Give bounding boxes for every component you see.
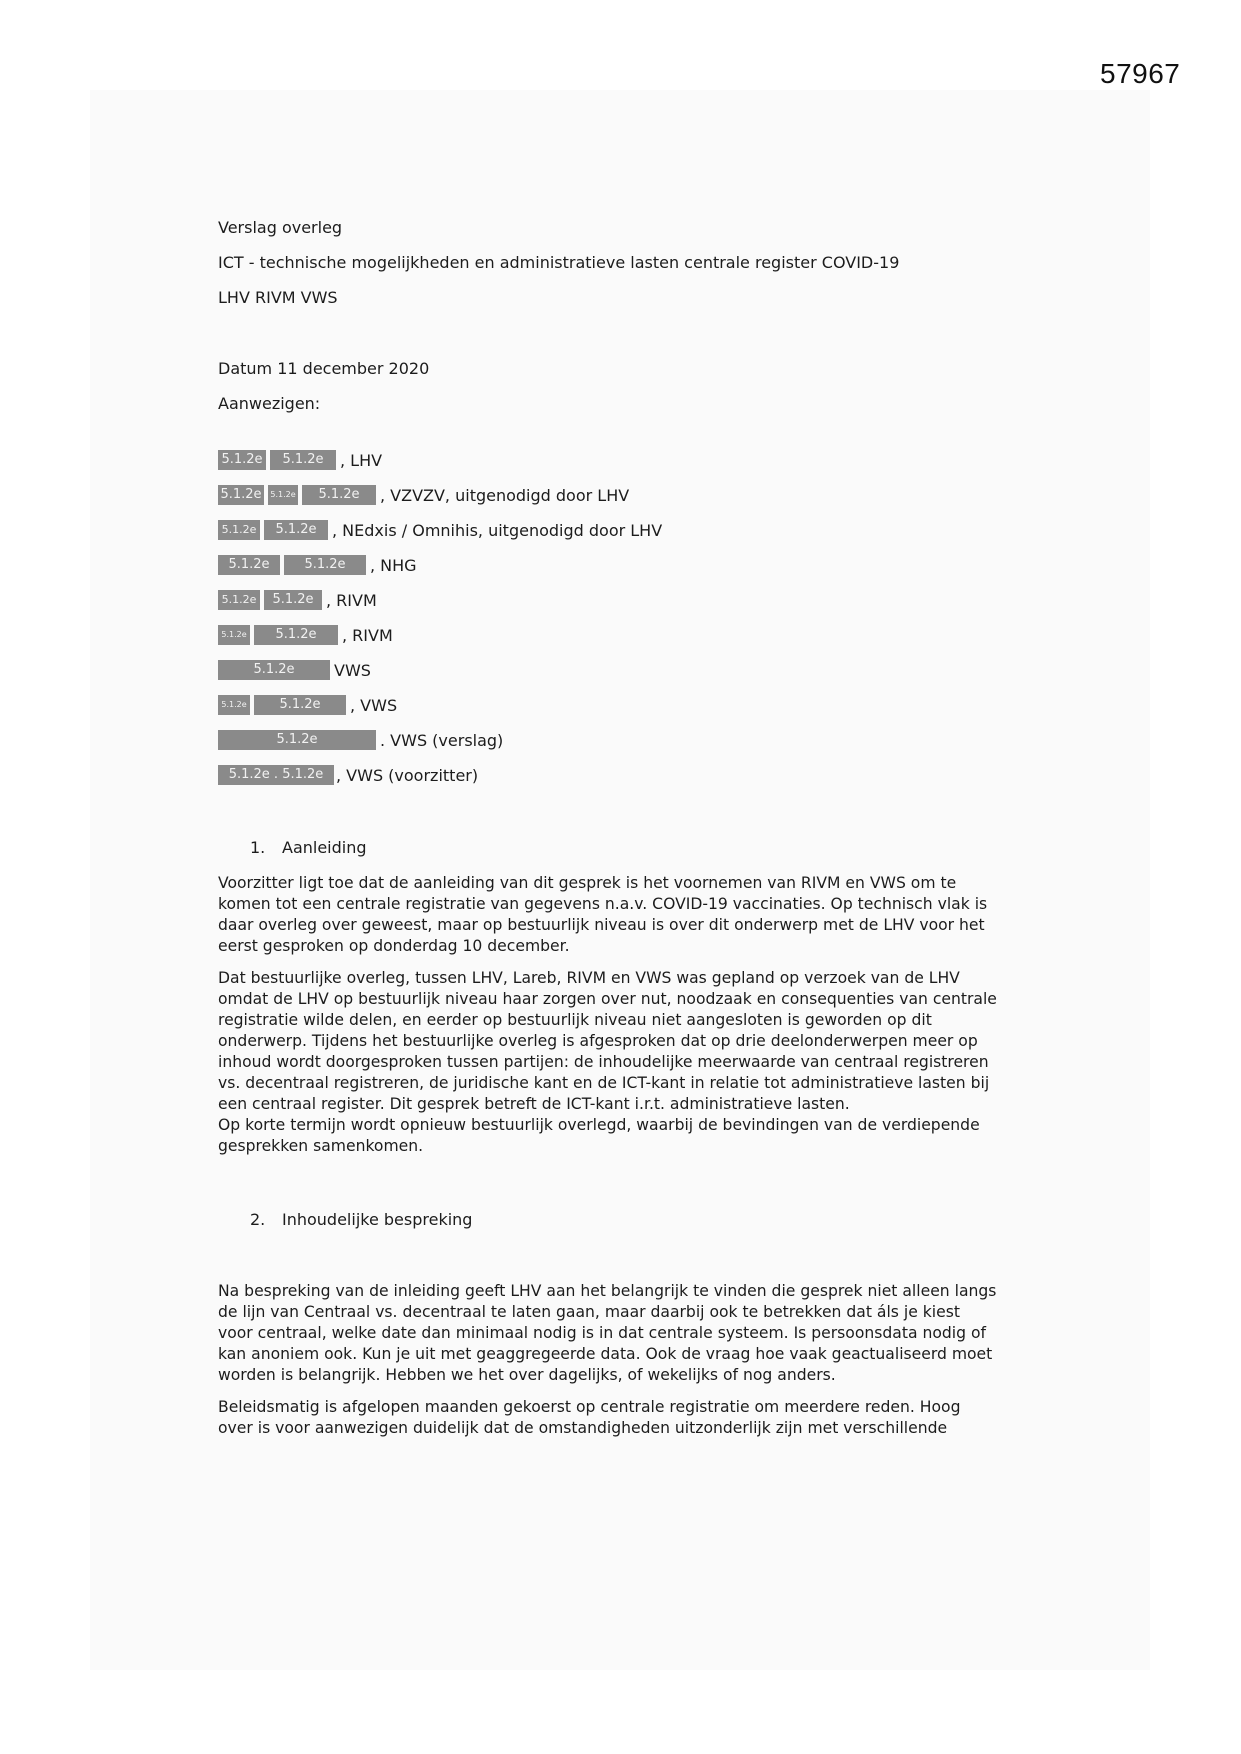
redaction-block: 5.1.2e [218,450,266,470]
text-line: daar overleg over geweest, maar op bestuurlijk niveau is over dit onderwerp met de LHV voor het [218,916,985,934]
attendee-row [218,694,397,716]
text-line: kan anoniem ook. Kun je uit met geaggregeerde data. Ook de vraag hoe vaak geactualiseerd moet [218,1345,993,1363]
section-title: Inhoudelijke bespreking [282,1210,473,1229]
attendee-affiliation: , RIVM [326,590,377,610]
paragraph [218,1281,1038,1386]
attendee-affiliation: , VWS (voorzitter) [336,765,479,785]
text-line: worden is belangrijk. Hebben we het over dagelijks, of wekelijks of nog anders. [218,1366,836,1384]
text-line: gesprekken samenkomen. [218,1137,424,1155]
attendee-row [218,554,417,576]
text-line: komen tot een centrale registratie van gegevens n.a.v. COVID-19 vaccinaties. Op technisch vlak is [218,895,988,913]
attendees-label: Aanwezigen: [218,394,321,413]
redaction-block: 5.1.2e [264,590,322,610]
section-number: 1. [250,838,266,857]
attendee-affiliation: , NHG [370,555,417,575]
redaction-block: 5.1.2e [218,625,250,645]
text-line: vs. decentraal registreren, de juridische kant en de ICT-kant in relatie tot administratieve lasten bij [218,1074,990,1092]
redaction-block-pair [218,765,334,785]
redaction-block: 5.1.2e [302,485,376,505]
doc-subject: ICT - technische mogelijkheden en administratieve lasten centrale register COVID-19 [218,253,900,272]
redaction-code: 5.1.2e [228,767,270,782]
attendee-affiliation: , VWS [350,695,398,715]
text-line: eerst gesproken op donderdag 10 december. [218,937,570,955]
doc-parties: LHV RIVM VWS [218,288,338,307]
attendee-row [218,519,662,541]
section-number: 2. [250,1210,266,1229]
redaction-separator: . [269,767,283,782]
attendee-row [218,589,377,611]
document-number: 57967 [1100,58,1181,89]
redaction-block: 5.1.2e [254,695,346,715]
attendee-affiliation: , LHV [340,450,383,470]
text-line: de lijn van Centraal vs. decentraal te laten gaan, maar daarbij ook te betrekken dat áls je kiest [218,1303,960,1321]
section-heading-1 [250,838,367,857]
redaction-block: 5.1.2e [218,695,250,715]
paragraph [218,1397,1038,1439]
text-line: Op korte termijn wordt opnieuw bestuurlijk overlegd, waarbij de bevindingen van de verdiepende [218,1116,980,1134]
text-line: voor centraal, welke date dan minimaal nodig is in dat centrale systeem. Is persoonsdata nodig of [218,1324,986,1342]
text-line: Beleidsmatig is afgelopen maanden gekoerst op centrale registratie om meerdere reden. Hoog [218,1398,961,1416]
redaction-block: 5.1.2e [218,520,260,540]
redaction-block: 5.1.2e [218,555,280,575]
redaction-block: 5.1.2e [268,485,298,505]
text-line: inhoud wordt doorgesproken tussen partijen: de inhoudelijke meerwaarde van centraal registreren [218,1053,989,1071]
paragraph [218,873,1038,957]
attendee-affiliation: , RIVM [342,625,393,645]
text-line: over is voor aanwezigen duidelijk dat de omstandigheden uitzonderlijk zijn met verschillende [218,1419,948,1437]
redaction-code: 5.1.2e [282,767,324,782]
attendee-affiliation: . VWS (verslag) [380,730,504,750]
section-title: Aanleiding [282,838,367,857]
text-line: registratie wilde delen, en eerder op bestuurlijk niveau niet aangesloten is geworden op dit [218,1011,932,1029]
redaction-block: 5.1.2e [264,520,328,540]
redaction-block: 5.1.2e [218,485,264,505]
redaction-block: 5.1.2e [218,730,376,750]
attendee-affiliation: , NEdxis / Omnihis, uitgenodigd door LHV [332,520,663,540]
attendee-row [218,659,371,681]
attendee-row [218,624,393,646]
doc-date: Datum 11 december 2020 [218,359,430,378]
attendee-affiliation: VWS [334,660,371,680]
text-line: een centraal register. Dit gesprek betreft de ICT-kant i.r.t. administratieve lasten. [218,1095,850,1113]
attendee-row [218,449,382,471]
attendee-affiliation: , VZVZV, uitgenodigd door LHV [380,485,630,505]
attendee-row [218,484,629,506]
paragraph [218,968,1038,1157]
text-line: omdat de LHV op bestuurlijk niveau haar zorgen over nut, noodzaak en consequenties van centrale [218,990,997,1008]
text-line: onderwerp. Tijdens het bestuurlijke overleg is afgesproken dat op drie deelonderwerpen meer op [218,1032,978,1050]
text-line: Na bespreking van de inleiding geeft LHV aan het belangrijk te vinden die gesprek niet alleen langs [218,1282,997,1300]
doc-title: Verslag overleg [218,218,343,237]
redaction-block: 5.1.2e [284,555,366,575]
text-line: Voorzitter ligt toe dat de aanleiding van dit gesprek is het voornemen van RIVM en VWS om te [218,874,957,892]
redaction-block: 5.1.2e [218,590,260,610]
redaction-block: 5.1.2e [254,625,338,645]
attendee-row [218,729,503,751]
redaction-block: 5.1.2e [218,660,330,680]
attendee-row [218,764,478,786]
section-heading-2 [250,1210,472,1229]
text-line: Dat bestuurlijke overleg, tussen LHV, Lareb, RIVM en VWS was gepland op verzoek van de LHV [218,969,960,987]
redaction-block: 5.1.2e [270,450,336,470]
